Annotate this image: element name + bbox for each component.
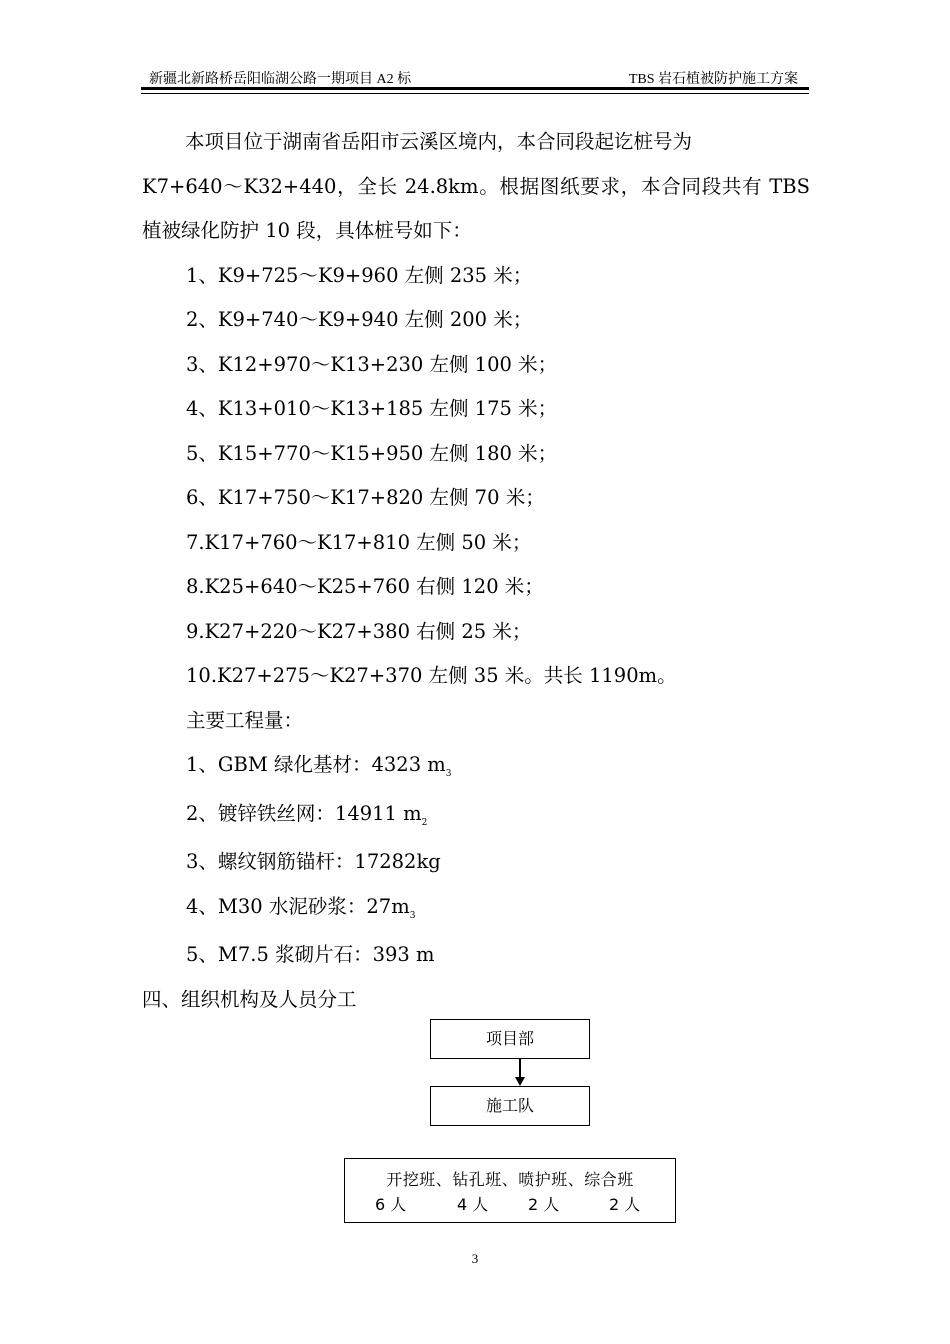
quantity-item [142,933,810,978]
header-rule-thick [141,87,809,90]
group-count: 2 人 [528,1195,560,1214]
quantity-text: 3、螺纹钢筋锚杆：17282kg [186,850,441,873]
segment-item: 3、K12+970～K13+230 左侧 100 米； [186,352,558,376]
quantities-title: 主要工程量： [186,708,304,732]
org-box-work-groups [344,1158,676,1223]
quantity-text: 2、镀锌铁丝网：14911 m [186,801,422,825]
page-header [141,68,808,88]
group-count: 2 人 [609,1195,641,1214]
org-arrow-down [514,1058,526,1086]
quantity-item [142,840,810,885]
section-heading: 四、组织机构及人员分工 [142,987,357,1011]
quantity-item [142,885,810,934]
intro-line-2: K7+640～K32+440，全长 24.8km。根据图纸要求，本合同段共有 TBS [142,174,810,198]
header-rule-thin [141,93,809,94]
segment-item: 4、K13+010～K13+185 左侧 175 米； [186,397,558,420]
segment-item: 6、K17+750～K17+820 左侧 70 米； [186,486,545,509]
header-document-title: TBS 岩石植被防护施工方案 [628,72,798,87]
document-body [142,120,810,1022]
header-project-name: 新疆北新路桥岳阳临湖公路一期项目 A2 标 [149,72,412,87]
unit-superscript: 3 [445,769,452,779]
segment-item: 8.K25+640～K25+760 右侧 120 米； [186,575,544,598]
segment-item: 5、K15+770～K15+950 左侧 180 米； [186,441,558,465]
quantity-text: 5、M7.5 浆砌片石：393 m [186,943,435,966]
segment-item: 7.K17+760～K17+810 左侧 50 米； [186,530,532,554]
unit-superscript: 2 [421,817,428,828]
org-box-project-dept: 项目部 [430,1019,590,1059]
unit-superscript: 3 [409,910,416,921]
segment-item: 10.K27+275～K27+370 左侧 35 米。共长 1190m。 [186,664,677,687]
intro-line-3: 植被绿化防护 10 段，具体桩号如下： [142,219,472,242]
group-count: 4 人 [457,1195,489,1214]
work-groups-names: 开挖班、钻孔班、喷护班、综合班 [386,1170,634,1189]
quantity-item [142,743,810,792]
quantity-text: 4、M30 水泥砂浆：27m [186,894,410,918]
segment-item: 1、K9+725～K9+960 左侧 235 米； [186,263,533,287]
quantity-text: 1、GBM 绿化基材：4323 m [186,753,446,776]
segment-item: 9.K27+220～K27+380 右侧 25 米； [186,619,532,643]
intro-line-1: 本项目位于湖南省岳阳市云溪区境内，本合同段起讫桩号为 [185,130,693,153]
org-box-construction-team: 施工队 [430,1086,590,1126]
segment-item: 2、K9+740～K9+940 左侧 200 米； [186,308,533,331]
quantity-item [142,792,810,841]
group-count: 6 人 [375,1195,407,1214]
page-number: 3 [471,1251,479,1266]
